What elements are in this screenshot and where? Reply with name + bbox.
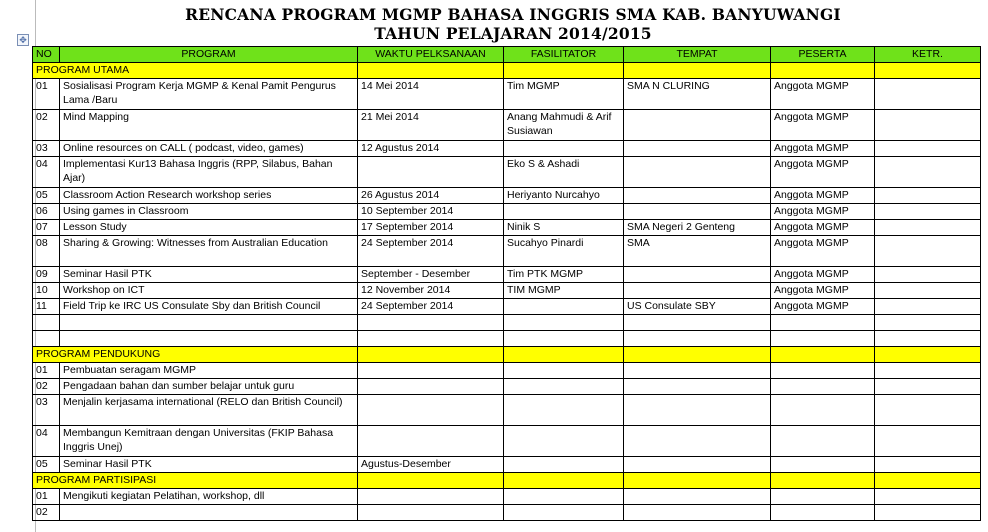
cell-tempat xyxy=(624,489,771,505)
section-row-program-partisipasi xyxy=(33,473,981,489)
cell-no: 10 xyxy=(33,283,60,299)
header-no: NO xyxy=(33,47,60,63)
table-row xyxy=(33,363,981,379)
section-row-program-pendukung xyxy=(33,347,981,363)
cell-no: 11 xyxy=(33,299,60,315)
cell-peserta: Anggota MGMP xyxy=(771,204,875,220)
section-label: PROGRAM UTAMA xyxy=(33,63,358,79)
table-row xyxy=(33,395,981,426)
header-tempat: TEMPAT xyxy=(624,47,771,63)
cell-program: Seminar Hasil PTK xyxy=(60,457,358,473)
section-label: PROGRAM PARTISIPASI xyxy=(33,473,358,489)
cell-program: Seminar Hasil PTK xyxy=(60,267,358,283)
cell-no: 05 xyxy=(33,457,60,473)
cell-fasilitator xyxy=(504,395,624,426)
cell-program: Membangun Kemitraan dengan Universitas (FKIP Bahasa Inggris Unej) xyxy=(60,426,358,457)
cell-peserta xyxy=(771,505,875,521)
cell-tempat: SMA N CLURING xyxy=(624,79,771,110)
header-waktu: WAKTU PELKSANAAN xyxy=(358,47,504,63)
cell-ketr xyxy=(875,110,981,141)
header-program: PROGRAM xyxy=(60,47,358,63)
cell-waktu xyxy=(358,363,504,379)
cell-no: 01 xyxy=(33,363,60,379)
header-ketr: KETR. xyxy=(875,47,981,63)
cell-program: Field Trip ke IRC US Consulate Sby dan British Council xyxy=(60,299,358,315)
cell-program: Lesson Study xyxy=(60,220,358,236)
cell-waktu xyxy=(358,379,504,395)
cell-ketr xyxy=(875,204,981,220)
cell-program: Classroom Action Research workshop series xyxy=(60,188,358,204)
cell-waktu: September - Desember xyxy=(358,267,504,283)
cell-tempat xyxy=(624,457,771,473)
program-table xyxy=(32,46,981,521)
cell-tempat xyxy=(624,283,771,299)
cell-tempat xyxy=(624,157,771,188)
cell-waktu: 10 September 2014 xyxy=(358,204,504,220)
cell-fasilitator: Heriyanto Nurcahyo xyxy=(504,188,624,204)
table-row xyxy=(33,505,981,521)
table-row xyxy=(33,457,981,473)
table-row xyxy=(33,188,981,204)
cell-tempat xyxy=(624,204,771,220)
cell-no: 03 xyxy=(33,395,60,426)
cell-peserta: Anggota MGMP xyxy=(771,110,875,141)
cell-waktu xyxy=(358,489,504,505)
document-subtitle: TAHUN PELAJARAN 2014/2015 xyxy=(374,24,652,43)
cell-peserta: Anggota MGMP xyxy=(771,188,875,204)
section-label: PROGRAM PENDUKUNG xyxy=(33,347,358,363)
table-row xyxy=(33,236,981,267)
cell-program xyxy=(60,505,358,521)
cell-fasilitator: Anang Mahmudi & Arif Susiawan xyxy=(504,110,624,141)
section-row-program-utama xyxy=(33,63,981,79)
cell-fasilitator xyxy=(504,505,624,521)
cell-program: Pembuatan seragam MGMP xyxy=(60,363,358,379)
cell-tempat xyxy=(624,426,771,457)
cell-no: 01 xyxy=(33,79,60,110)
cell-program: Sosialisasi Program Kerja MGMP & Kenal Pamit Pengurus Lama /Baru xyxy=(60,79,358,110)
table-move-handle-icon[interactable]: ✥ xyxy=(17,34,29,46)
cell-peserta: Anggota MGMP xyxy=(771,79,875,110)
cell-fasilitator xyxy=(504,299,624,315)
cell-ketr xyxy=(875,426,981,457)
cell-program: Sharing & Growing: Witnesses from Australian Education xyxy=(60,236,358,267)
cell-waktu: 24 September 2014 xyxy=(358,299,504,315)
cell-peserta xyxy=(771,379,875,395)
cell-program: Using games in Classroom xyxy=(60,204,358,220)
cell-peserta: Anggota MGMP xyxy=(771,267,875,283)
cell-no: 04 xyxy=(33,157,60,188)
cell-no: 01 xyxy=(33,489,60,505)
cell-no: 02 xyxy=(33,110,60,141)
cell-ketr xyxy=(875,157,981,188)
cell-peserta xyxy=(771,457,875,473)
cell-peserta: Anggota MGMP xyxy=(771,236,875,267)
empty-row xyxy=(33,315,981,331)
cell-waktu: 17 September 2014 xyxy=(358,220,504,236)
cell-waktu: 21 Mei 2014 xyxy=(358,110,504,141)
cell-ketr xyxy=(875,395,981,426)
cell-fasilitator xyxy=(504,204,624,220)
cell-no: 09 xyxy=(33,267,60,283)
table-row xyxy=(33,157,981,188)
cell-program: Online resources on CALL ( podcast, video, games) xyxy=(60,141,358,157)
cell-tempat: US Consulate SBY xyxy=(624,299,771,315)
cell-fasilitator: Tim MGMP xyxy=(504,79,624,110)
cell-fasilitator: Eko S & Ashadi xyxy=(504,157,624,188)
cell-ketr xyxy=(875,283,981,299)
cell-no: 07 xyxy=(33,220,60,236)
table-row xyxy=(33,267,981,283)
table-row xyxy=(33,141,981,157)
table-row xyxy=(33,379,981,395)
cell-fasilitator: TIM MGMP xyxy=(504,283,624,299)
cell-ketr xyxy=(875,220,981,236)
cell-peserta xyxy=(771,363,875,379)
document-title: RENCANA PROGRAM MGMP BAHASA INGGRIS SMA KAB. BANYUWANGI xyxy=(185,5,841,24)
cell-ketr xyxy=(875,267,981,283)
cell-tempat xyxy=(624,363,771,379)
cell-peserta xyxy=(771,489,875,505)
cell-tempat xyxy=(624,505,771,521)
table-row xyxy=(33,283,981,299)
cell-waktu: 24 September 2014 xyxy=(358,236,504,267)
cell-ketr xyxy=(875,299,981,315)
cell-peserta: Anggota MGMP xyxy=(771,157,875,188)
cell-waktu: 12 Agustus 2014 xyxy=(358,141,504,157)
table-row xyxy=(33,204,981,220)
cell-ketr xyxy=(875,363,981,379)
cell-fasilitator xyxy=(504,363,624,379)
cell-fasilitator xyxy=(504,379,624,395)
cell-fasilitator xyxy=(504,489,624,505)
cell-program: Pengadaan bahan dan sumber belajar untuk guru xyxy=(60,379,358,395)
cell-tempat xyxy=(624,379,771,395)
cell-ketr xyxy=(875,79,981,110)
cell-tempat xyxy=(624,395,771,426)
cell-tempat xyxy=(624,188,771,204)
cell-program: Implementasi Kur13 Bahasa Inggris (RPP, Silabus, Bahan Ajar) xyxy=(60,157,358,188)
cell-peserta xyxy=(771,426,875,457)
cell-ketr xyxy=(875,236,981,267)
cell-no: 08 xyxy=(33,236,60,267)
cell-fasilitator xyxy=(504,141,624,157)
table-row xyxy=(33,489,981,505)
cell-program: Mind Mapping xyxy=(60,110,358,141)
cell-program: Menjalin kerjasama international (RELO dan British Council) xyxy=(60,395,358,426)
cell-no: 03 xyxy=(33,141,60,157)
cell-tempat xyxy=(624,110,771,141)
cell-no: 06 xyxy=(33,204,60,220)
cell-waktu: 14 Mei 2014 xyxy=(358,79,504,110)
cell-fasilitator: Tim PTK MGMP xyxy=(504,267,624,283)
header-fasilitator: FASILITATOR xyxy=(504,47,624,63)
cell-waktu xyxy=(358,505,504,521)
cell-peserta: Anggota MGMP xyxy=(771,141,875,157)
header-peserta: PESERTA xyxy=(771,47,875,63)
cell-waktu: 12 November 2014 xyxy=(358,283,504,299)
cell-program: Workshop on ICT xyxy=(60,283,358,299)
table-row xyxy=(33,426,981,457)
cell-ketr xyxy=(875,188,981,204)
cell-program: Mengikuti kegiatan Pelatihan, workshop, dll xyxy=(60,489,358,505)
cell-waktu xyxy=(358,426,504,457)
cell-fasilitator: Ninik S xyxy=(504,220,624,236)
cell-ketr xyxy=(875,379,981,395)
cell-ketr xyxy=(875,457,981,473)
cell-fasilitator xyxy=(504,426,624,457)
cell-no: 02 xyxy=(33,505,60,521)
cell-peserta: Anggota MGMP xyxy=(771,299,875,315)
table-row xyxy=(33,110,981,141)
cell-no: 05 xyxy=(33,188,60,204)
cell-peserta: Anggota MGMP xyxy=(771,220,875,236)
empty-row xyxy=(33,331,981,347)
cell-ketr xyxy=(875,505,981,521)
cell-ketr xyxy=(875,141,981,157)
cell-tempat: SMA Negeri 2 Genteng xyxy=(624,220,771,236)
cell-waktu xyxy=(358,157,504,188)
cell-no: 02 xyxy=(33,379,60,395)
cell-fasilitator: Sucahyo Pinardi xyxy=(504,236,624,267)
cell-waktu: Agustus-Desember xyxy=(358,457,504,473)
cell-waktu: 26 Agustus 2014 xyxy=(358,188,504,204)
cell-peserta xyxy=(771,395,875,426)
table-row xyxy=(33,220,981,236)
cell-peserta: Anggota MGMP xyxy=(771,283,875,299)
cell-no: 04 xyxy=(33,426,60,457)
table-row xyxy=(33,79,981,110)
cell-fasilitator xyxy=(504,457,624,473)
table-row xyxy=(33,299,981,315)
cell-ketr xyxy=(875,489,981,505)
table-header-row xyxy=(33,47,981,63)
cell-tempat xyxy=(624,267,771,283)
cell-waktu xyxy=(358,395,504,426)
cell-tempat: SMA xyxy=(624,236,771,267)
cell-tempat xyxy=(624,141,771,157)
